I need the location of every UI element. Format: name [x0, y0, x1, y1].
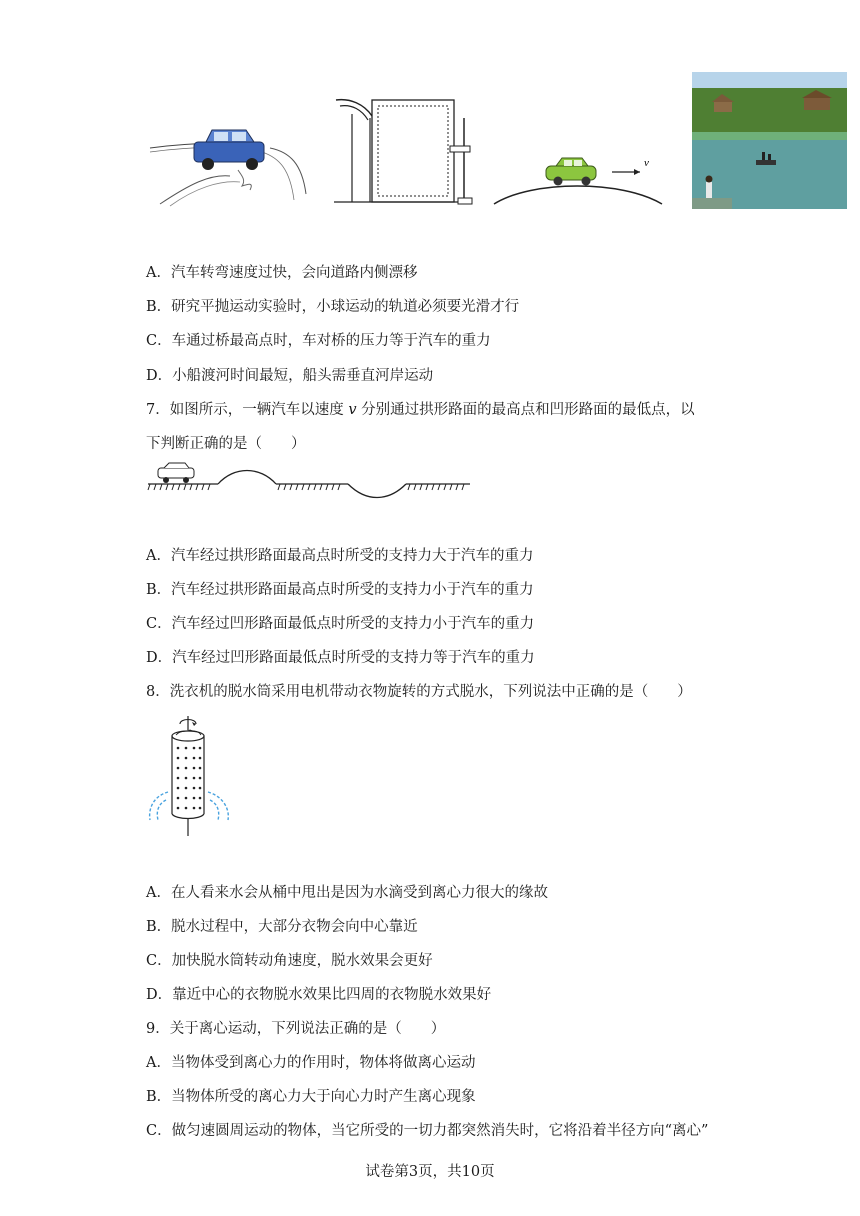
q7-stem-post: 分别通过拱形路面的最高点和凹形路面的最低点，以	[356, 402, 695, 418]
q9-option-a: A．当物体受到离心力的作用时，物体将做离心运动	[146, 1055, 476, 1071]
q7-option-d: D．汽车经过凹形路面最低点时所受的支持力等于汽车的重力	[146, 650, 535, 666]
q7-option-b: B．汽车经过拱形路面最高点时所受的支持力小于汽车的重力	[146, 582, 534, 598]
q9-stem: 9．关于离心运动，下列说法正确的是（ ）	[146, 1021, 446, 1037]
river-ferry-photo	[692, 72, 847, 209]
q8-option-a: A．在人看来水会从桶中甩出是因为水滴受到离心力很大的缘故	[146, 885, 548, 901]
q8-stem: 8．洗衣机的脱水筒采用电机带动衣物旋转的方式脱水，下列说法中正确的是（ ）	[146, 684, 692, 700]
page-footer: 试卷第3页，共10页	[365, 1164, 495, 1180]
q7-velocity-variable: v	[348, 402, 357, 418]
spin-dryer-drum-figure	[146, 716, 236, 838]
q6-option-b: B．研究平抛运动实验时，小球运动的轨道必须要光滑才行	[146, 299, 520, 315]
q8-option-b: B．脱水过程中，大部分衣物会向中心靠近	[146, 919, 418, 935]
q6-option-d: D．小船渡河时间最短，船头需垂直河岸运动	[146, 368, 434, 384]
q6-option-a: A．汽车转弯速度过快，会向道路内侧漂移	[146, 265, 418, 281]
q7-option-a: A．汽车经过拱形路面最高点时所受的支持力大于汽车的重力	[146, 548, 534, 564]
q7-option-c: C．汽车经过凹形路面最低点时所受的支持力小于汽车的重力	[146, 616, 535, 632]
q9-option-c: C．做匀速圆周运动的物体，当它所受的一切力都突然消失时，它将沿着半径方向“离心”	[146, 1123, 709, 1139]
q9-option-b: B．当物体所受的离心力大于向心力时产生离心现象	[146, 1089, 476, 1105]
q7-stem-pre: 7．如图所示，一辆汽车以速度	[146, 402, 349, 418]
drifting-car-figure	[150, 124, 308, 208]
q6-option-c: C．车通过桥最高点时，车对桥的压力等于汽车的重力	[146, 333, 491, 349]
q8-option-d: D．靠近中心的衣物脱水效果比四周的衣物脱水效果好	[146, 987, 492, 1003]
car-on-bridge-figure	[492, 152, 664, 208]
projectile-apparatus-figure	[334, 92, 476, 206]
velocity-label: v	[644, 157, 649, 169]
q7-stem-line1	[146, 400, 695, 420]
arch-and-dip-road-figure	[148, 462, 472, 496]
q7-stem-line2: 下判断正确的是（ ）	[146, 436, 306, 452]
q8-option-c: C．加快脱水筒转动角速度，脱水效果会更好	[146, 953, 433, 969]
